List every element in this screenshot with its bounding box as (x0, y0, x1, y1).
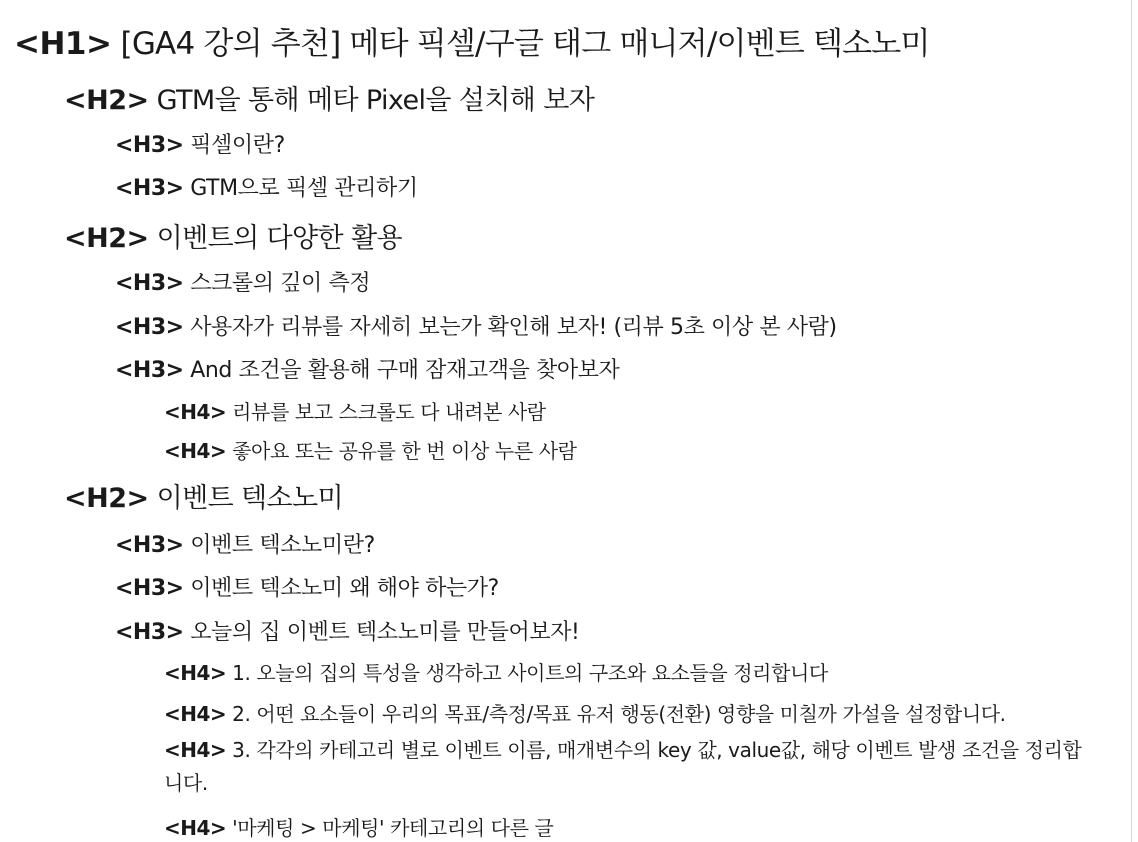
heading-text: 리뷰를 보고 스크롤도 다 내려본 사람 (232, 400, 546, 424)
heading-level-tag: <H3> (115, 176, 184, 201)
heading-text: GTM으로 픽셀 관리하기 (190, 176, 418, 201)
heading-text: 사용자가 리뷰를 자세히 보는가 확인해 보자! (리뷰 5초 이상 본 사람) (190, 315, 837, 340)
heading-level-tag: <H2> (64, 483, 149, 514)
heading-text: 픽셀이란? (190, 133, 285, 158)
heading-level-tag: <H3> (115, 620, 184, 645)
heading-level-tag: <H2> (64, 223, 149, 254)
outline-item-h3 (115, 615, 579, 646)
heading-level-tag: <H3> (115, 358, 184, 383)
outline-item-h1 (14, 18, 930, 63)
heading-level-tag: <H4> (164, 816, 227, 840)
outline-item-h3 (115, 266, 370, 297)
heading-level-tag: <H4> (164, 702, 227, 726)
heading-text: 3. 각각의 카테고리 별로 이벤트 이름, 매개변수의 key 값, value값, 해당 이벤트 발생 조건을 정리합니다. (164, 738, 1082, 795)
heading-level-tag: <H4> (164, 661, 227, 685)
heading-text: 1. 오늘의 집의 특성을 생각하고 사이트의 구조와 요소들을 정리합니다 (232, 661, 828, 685)
heading-level-tag: <H3> (115, 533, 184, 558)
heading-text: 스크롤의 깊이 측정 (190, 271, 371, 296)
outline-item-h4 (164, 396, 546, 425)
outline-item-h4 (164, 698, 1006, 727)
heading-level-tag: <H3> (115, 271, 184, 296)
outline-item-h3 (115, 353, 619, 384)
heading-text: GTM을 통해 메타 Pixel을 설치해 보자 (156, 85, 595, 116)
heading-level-tag: <H4> (164, 400, 227, 424)
outline-item-h4 (164, 435, 577, 464)
heading-text: [GA4 강의 추천] 메타 픽셀/구글 태그 매니저/이벤트 텍소노미 (120, 26, 930, 62)
scrollbar-track[interactable] (1131, 0, 1138, 842)
outline-item-h4 (164, 657, 828, 686)
outline-item-h3 (115, 310, 837, 341)
heading-level-tag: <H2> (64, 85, 149, 116)
heading-level-tag: <H1> (14, 26, 112, 62)
outline-item-h2 (64, 476, 343, 515)
heading-text: 오늘의 집 이벤트 텍소노미를 만들어보자! (190, 620, 580, 645)
heading-text: 이벤트 텍소노미 왜 해야 하는가? (190, 576, 499, 601)
heading-level-tag: <H3> (115, 576, 184, 601)
outline-item-h2 (64, 216, 402, 255)
heading-text: And 조건을 활용해 구매 잠재고객을 찾아보자 (190, 358, 620, 383)
heading-level-tag: <H3> (115, 315, 184, 340)
heading-level-tag: <H3> (115, 133, 184, 158)
outline-item-h3 (115, 571, 499, 602)
heading-text: 이벤트의 다양한 활용 (156, 223, 402, 254)
outline-item-h4 (164, 812, 553, 841)
outline-item-h3 (115, 128, 285, 159)
heading-level-tag: <H4> (164, 439, 227, 463)
heading-text: 이벤트 텍소노미란? (190, 533, 375, 558)
outline-item-h3 (115, 528, 375, 559)
heading-text: '마케팅 > 마케팅' 카테고리의 다른 글 (232, 816, 554, 840)
outline-item-h3 (115, 171, 418, 202)
heading-text: 이벤트 텍소노미 (156, 483, 343, 514)
heading-text: 좋아요 또는 공유를 한 번 이상 누른 사람 (232, 439, 577, 463)
heading-text: 2. 어떤 요소들이 우리의 목표/측정/목표 유저 행동(전환) 영향을 미칠까 가설을 설정합니다. (232, 702, 1006, 726)
outline-item-h4 (164, 734, 1094, 800)
heading-level-tag: <H4> (164, 738, 227, 762)
outline-item-h2 (64, 78, 594, 117)
